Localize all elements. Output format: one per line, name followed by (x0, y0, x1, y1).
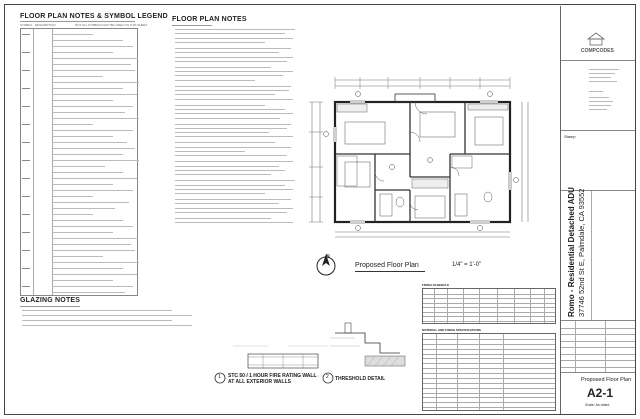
legend-symbol-mark (22, 142, 30, 143)
schedule-col-line (434, 289, 435, 323)
legend-symbol-mark (22, 34, 30, 35)
detail-1-number: 1 (218, 374, 221, 380)
schedule-row-line (423, 294, 555, 295)
plan-label: Proposed Floor Plan (355, 262, 419, 269)
legend-text-line (53, 172, 123, 173)
company-logo-icon (587, 32, 605, 46)
schedule-col-line (497, 289, 498, 323)
legend-symbol-mark (22, 124, 30, 125)
note-text-line (175, 99, 293, 100)
title-block (560, 6, 635, 414)
glazing-text-line (22, 320, 172, 321)
note-text-line (175, 180, 295, 181)
stamp-label: Stamp (564, 134, 576, 139)
glazing-text-line (22, 325, 192, 326)
schedule-col-line (479, 289, 480, 323)
note-text-line (175, 75, 283, 76)
schedule-row-line (423, 407, 555, 408)
legend-symbol-mark (22, 286, 30, 287)
note-text-line (175, 128, 287, 129)
note-text-line (175, 33, 285, 34)
legend-symbol-mark (22, 214, 30, 215)
plan-label-underline (355, 271, 425, 272)
note-text-line (175, 57, 293, 58)
note-text-line (175, 61, 287, 62)
revision-row-line (561, 347, 635, 348)
glazing-text-line (22, 315, 192, 316)
schedule-col-line (447, 289, 448, 323)
schedule-row-line (423, 378, 555, 379)
legend-title-underline (20, 21, 135, 22)
plan-scale: 1/4" = 1'-0" (452, 262, 482, 268)
legend-text-line (53, 226, 133, 227)
stc-detail-title: STC 50 / 1 HOUR FIRE RATING WALL (228, 373, 317, 379)
sheet-info (561, 372, 635, 414)
floor-plan-drawing (300, 72, 540, 242)
revision-col-line (605, 321, 606, 372)
sheet-number: A2-1 (587, 386, 614, 400)
legend-text-line (53, 70, 135, 71)
legend-col-notes: NOT ALL SYMBOLS MAY BE USED ON THIS SHEET (75, 23, 148, 27)
legend-symbol-mark (22, 268, 30, 269)
note-text-line (175, 118, 280, 119)
schedule-row-line (423, 388, 555, 389)
schedule-row-line (423, 363, 555, 364)
notes-title: FLOOR PLAN NOTES (172, 16, 247, 23)
note-text-line (175, 67, 271, 68)
legend-col-description: DESCRIPTION (35, 23, 56, 27)
threshold-detail-title: THRESHOLD DETAIL (335, 376, 386, 382)
legend-text-line (53, 238, 138, 239)
legend-text-line (53, 208, 115, 209)
legend-text-line (53, 154, 123, 155)
note-text-line (175, 132, 269, 133)
note-text-line (175, 212, 287, 213)
revision-col-line (575, 321, 576, 372)
legend-text-line (53, 76, 103, 77)
note-text-line (175, 151, 245, 152)
schedule-col-line (436, 334, 437, 410)
note-text-line (175, 199, 291, 200)
revision-row-line (561, 334, 635, 335)
legend-text-line (53, 244, 131, 245)
note-text-line (175, 166, 279, 167)
revision-row-line (561, 328, 635, 329)
legend-text-line (53, 268, 123, 269)
schedule-row-line (423, 316, 555, 317)
legend-text-line (53, 58, 138, 59)
schedule-row-line (423, 354, 555, 355)
legend-text-line (53, 142, 127, 143)
legend-col-symbol: SYMBOL (20, 23, 33, 27)
legend-text-line (53, 160, 139, 161)
legend-text-line (53, 148, 135, 149)
note-text-line (175, 193, 265, 194)
schedule-row-line (423, 321, 555, 322)
legend-symbol-mark (22, 232, 30, 233)
legend-symbol-mark (22, 250, 30, 251)
schedule-row-line (423, 349, 555, 350)
legend-text-line (53, 178, 137, 179)
legend-text-line (53, 136, 113, 137)
legend-text-line (53, 256, 103, 257)
note-text-line (175, 208, 293, 209)
schedule-row-line (423, 339, 555, 340)
legend-text-line (53, 52, 113, 53)
north-label: N (326, 254, 330, 260)
legend-text-line (53, 286, 133, 287)
legend-text-line (53, 220, 123, 221)
legend-symbol-mark (22, 160, 30, 161)
schedule-row-line (423, 298, 555, 299)
note-text-line (175, 170, 285, 171)
revision-row-line (561, 354, 635, 355)
note-text-line (175, 48, 291, 49)
legend-text-line (53, 40, 123, 41)
note-text-line (175, 86, 291, 87)
note-text-line (175, 29, 295, 30)
material-spec-table (422, 333, 556, 411)
schedule-row-line (423, 393, 555, 394)
legend-text-line (53, 262, 139, 263)
note-text-line (175, 185, 285, 186)
note-text-line (175, 142, 275, 143)
note-text-line (175, 80, 255, 81)
project-title: Romo - Residential Detached ADU (567, 187, 576, 317)
note-text-line (175, 94, 275, 95)
finish-schedule-table (422, 288, 556, 324)
glazing-text-line (22, 310, 172, 311)
detail-2-number: 2 (326, 374, 329, 380)
note-text-line (175, 109, 285, 110)
legend-text-line (53, 196, 93, 197)
note-text-line (175, 42, 265, 43)
material-spec-title: MATERIAL AND FINISH SPECIFICATIONS (422, 328, 481, 332)
legend-symbol-mark (22, 88, 30, 89)
note-text-line (175, 218, 271, 219)
legend-text-line (53, 184, 113, 185)
legend-text-line (53, 232, 113, 233)
note-text-line (175, 113, 293, 114)
legend-text-line (53, 124, 93, 125)
legend-text-line (53, 94, 137, 95)
schedule-row-line (423, 344, 555, 345)
revision-row-line (561, 360, 635, 361)
legend-text-line (53, 190, 133, 191)
note-text-line (175, 90, 289, 91)
note-text-line (175, 203, 279, 204)
legend-text-line (53, 292, 125, 293)
legend-symbol-mark (22, 196, 30, 197)
threshold-detail-drawing (325, 318, 415, 373)
legend-text-line (53, 250, 135, 251)
legend-text-line (53, 214, 93, 215)
note-text-line (175, 136, 293, 137)
schedule-col-line (479, 334, 480, 410)
schedule-col-line (530, 289, 531, 323)
company-name: COMPCODES (581, 48, 614, 54)
legend-text-line (53, 82, 139, 83)
legend-text-line (53, 118, 139, 119)
revision-table (561, 320, 635, 372)
schedule-row-line (423, 383, 555, 384)
sheet-title: Proposed Floor Plan (581, 377, 632, 383)
note-text-line (175, 174, 271, 175)
legend-text-line (53, 88, 123, 89)
schedule-row-line (423, 402, 555, 403)
schedule-row-line (423, 307, 555, 308)
schedule-col-line (457, 334, 458, 410)
stamp-area (561, 130, 635, 190)
note-text-line (175, 105, 265, 106)
schedule-col-line (514, 289, 515, 323)
legend-text-line (53, 100, 113, 101)
note-text-line (175, 124, 291, 125)
legend-text-line (53, 166, 105, 167)
legend-text-line (53, 274, 137, 275)
legend-text-line (53, 34, 93, 35)
legend-text-line (53, 202, 129, 203)
schedule-row-line (423, 368, 555, 369)
scale-label: Scale: As noted (585, 403, 610, 407)
project-title-area (561, 187, 635, 320)
note-text-line (175, 147, 291, 148)
note-text-line (175, 222, 293, 223)
legend-symbol-mark (22, 106, 30, 107)
note-text-line (175, 52, 279, 53)
notes-title-underline (172, 25, 212, 26)
note-text-line (175, 161, 293, 162)
legend-symbol-mark (22, 52, 30, 53)
project-address: 37746 52nd St E, Palmdale, CA 93552 (577, 188, 586, 317)
legend-text-line (53, 106, 133, 107)
legend-text-line (53, 130, 133, 131)
designer-info (561, 60, 635, 130)
legend-symbol-mark (22, 70, 30, 71)
legend-text-line (53, 112, 125, 113)
revision-row-line (561, 341, 635, 342)
schedule-col-line (544, 289, 545, 323)
note-text-line (175, 189, 293, 190)
schedule-row-line (423, 312, 555, 313)
note-text-line (175, 155, 287, 156)
legend-text-line (53, 46, 133, 47)
legend-text-line (53, 280, 113, 281)
legend-symbol-mark (22, 178, 30, 179)
glazing-title-underline (20, 306, 80, 307)
note-text-line (175, 38, 293, 39)
revision-row-line (561, 367, 635, 368)
glazing-title: GLAZING NOTES (20, 297, 81, 304)
schedule-row-line (423, 358, 555, 359)
legend-title: FLOOR PLAN NOTES & SYMBOL LEGEND (20, 13, 168, 20)
finish-schedule-title: FINISH SCHEDULE (422, 283, 450, 287)
note-text-line (175, 71, 293, 72)
legend-text-line (53, 64, 131, 65)
schedule-row-line (423, 373, 555, 374)
stc-detail-subtitle: AT ALL EXTERIOR WALLS (228, 379, 291, 385)
schedule-row-line (423, 397, 555, 398)
schedule-row-line (423, 303, 555, 304)
schedule-col-line (503, 334, 504, 410)
schedule-col-line (463, 289, 464, 323)
